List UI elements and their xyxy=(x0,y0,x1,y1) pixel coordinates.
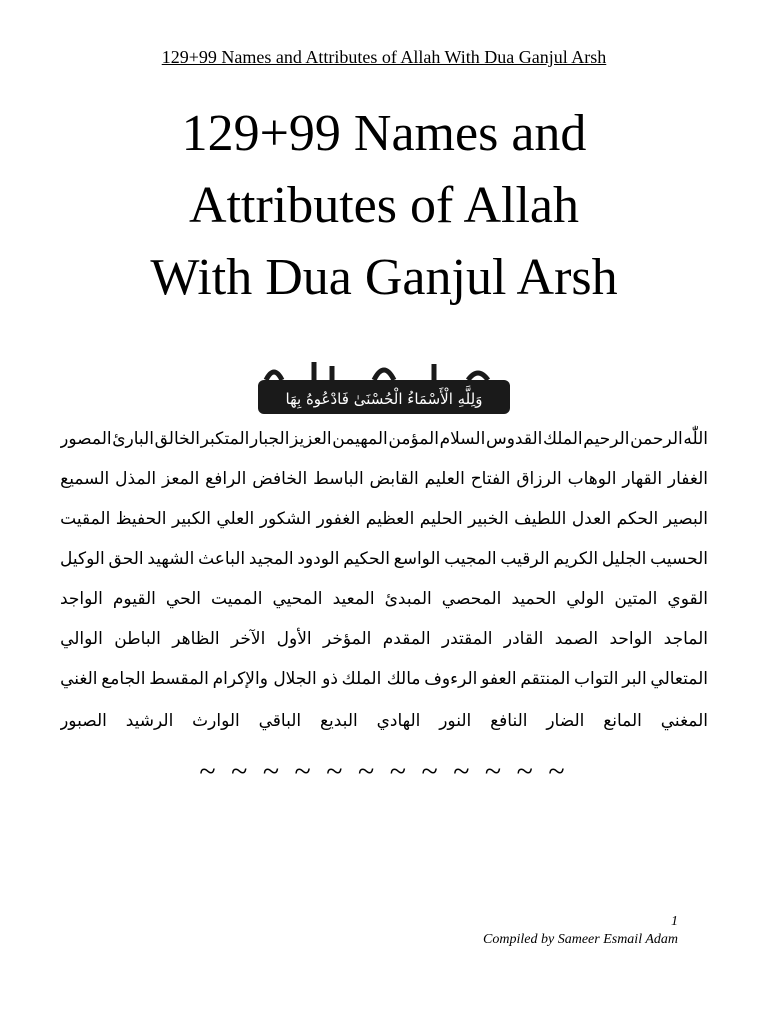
decorative-divider: ~ ~ ~ ~ ~ ~ ~ ~ ~ ~ ~ ~ xyxy=(199,755,569,788)
divine-name: الولي xyxy=(566,589,605,609)
divine-name: الباسط xyxy=(313,469,364,489)
names-row xyxy=(60,580,708,618)
divine-name: الخافض xyxy=(252,469,308,489)
divine-name: الجامع xyxy=(101,669,146,689)
divine-name: المقتدر xyxy=(441,629,493,649)
divine-name: الصبور xyxy=(60,711,107,731)
divine-name: الرزاق xyxy=(516,469,562,489)
names-row xyxy=(60,420,708,458)
divine-name: الرافع xyxy=(205,469,247,489)
divine-name: المتعالي xyxy=(650,669,708,689)
divine-name: النافع xyxy=(490,711,528,731)
divine-name: المؤمن xyxy=(388,429,439,449)
divine-name: المنتقم xyxy=(520,669,571,689)
divine-name: الشكور xyxy=(259,509,312,529)
divine-name: المميت xyxy=(211,589,263,609)
divine-name: التواب xyxy=(573,669,619,689)
divine-name: البديع xyxy=(319,711,358,731)
divine-name: الباعث xyxy=(198,549,246,569)
divine-name: المبدئ xyxy=(384,589,432,609)
divine-name: الملك xyxy=(542,429,583,449)
divine-name: الوالي xyxy=(60,629,103,649)
divine-name: المقدم xyxy=(382,629,431,649)
divine-name: المتكبر xyxy=(200,429,250,449)
divine-name: الوكيل xyxy=(60,549,105,569)
divine-name: الحفيظ xyxy=(115,509,167,529)
divine-name: الضار xyxy=(546,711,585,731)
divine-name: الوهاب xyxy=(567,469,617,489)
divine-name: الشهيد xyxy=(147,549,195,569)
divine-name: الواسع xyxy=(393,549,441,569)
divine-name: الرءوف xyxy=(424,669,478,689)
divine-name: ذو الجلال والإكرام xyxy=(212,669,338,689)
divine-name: المجيد xyxy=(248,549,294,569)
divine-name: المحصي xyxy=(441,589,502,609)
divine-name: الخالق xyxy=(154,429,201,449)
names-row xyxy=(60,620,708,658)
names-row xyxy=(60,540,708,578)
divine-name: المهيمن xyxy=(332,429,388,449)
divine-name: الواحد xyxy=(609,629,653,649)
compiled-by-credit: Compiled by Sameer Esmail Adam xyxy=(483,932,678,947)
divine-name: اللطيف xyxy=(514,509,567,529)
divine-name: الجليل xyxy=(601,549,647,569)
divine-name: الحليم xyxy=(419,509,463,529)
divine-name: العدل xyxy=(571,509,612,529)
divine-name: المذل xyxy=(115,469,157,489)
divine-name: اللّٰه xyxy=(683,429,708,449)
title-line-1: 129+99 Names and xyxy=(181,105,587,162)
divine-name: المحيي xyxy=(272,589,323,609)
divine-name: العظيم xyxy=(365,509,415,529)
divine-name: النور xyxy=(439,711,472,731)
divine-name: العفو xyxy=(481,669,517,689)
calligraphy-headline-text: وَلِلَّهِ الْأَسْمَاءُ الْحُسْنَىٰ فَادْعُوهُ بِهَا xyxy=(285,390,483,408)
divine-name: البارئ xyxy=(112,429,154,449)
page-title xyxy=(0,98,768,314)
divine-name: الكبير xyxy=(171,509,211,529)
divine-name: المقيت xyxy=(60,509,111,529)
divine-name: الحميد xyxy=(511,589,557,609)
divine-name: المتين xyxy=(614,589,658,609)
names-row xyxy=(60,460,708,498)
divine-name: القدوس xyxy=(485,429,543,449)
divine-name: الحكم xyxy=(616,509,659,529)
calligraphy-headline xyxy=(254,360,514,420)
divine-name: القيوم xyxy=(112,589,156,609)
divine-name: الباطن xyxy=(114,629,161,649)
divine-name: المصور xyxy=(60,429,112,449)
divine-name: الماجد xyxy=(663,629,708,649)
divine-name: العليم xyxy=(424,469,465,489)
divine-name: مالك الملك xyxy=(341,669,421,689)
divine-name: العزيز xyxy=(290,429,332,449)
divine-name: المؤخر xyxy=(323,629,372,649)
divine-name: السلام xyxy=(439,429,486,449)
divine-name: الحق xyxy=(108,549,144,569)
divine-name: الآخر xyxy=(230,629,266,649)
divine-name: القهار xyxy=(622,469,663,489)
divine-name: القادر xyxy=(503,629,544,649)
divine-name: القابض xyxy=(369,469,419,489)
divine-name: الغفار xyxy=(667,469,708,489)
divine-name: الباقي xyxy=(258,711,302,731)
divine-name: الظاهر xyxy=(172,629,220,649)
divine-name: الخبير xyxy=(468,509,509,529)
divine-name: الودود xyxy=(297,549,340,569)
title-line-3: With Dua Ganjul Arsh xyxy=(150,249,618,306)
divine-name: المعز xyxy=(161,469,200,489)
divine-name: الغفور xyxy=(316,509,361,529)
divine-name: الواجد xyxy=(60,589,103,609)
running-header: 129+99 Names and Attributes of Allah With Dua Ganjul Arsh xyxy=(161,47,607,67)
divine-name: المجيب xyxy=(444,549,497,569)
divine-name: الرشيد xyxy=(125,711,174,731)
divine-name: الحكيم xyxy=(343,549,390,569)
divine-name: البصير xyxy=(663,509,708,529)
divine-name: المعيد xyxy=(332,589,375,609)
divine-name: المانع xyxy=(603,711,642,731)
names-row xyxy=(60,500,708,538)
divine-name: الرقيب xyxy=(500,549,550,569)
divine-name: البر xyxy=(622,669,647,689)
divine-name: المغني xyxy=(660,711,708,731)
divine-name: الغني xyxy=(60,669,98,689)
title-line-2: Attributes of Allah xyxy=(189,177,579,234)
divine-name: العلي xyxy=(216,509,255,529)
divine-name: الجبار xyxy=(250,429,290,449)
names-row xyxy=(60,660,708,698)
divine-name: الوارث xyxy=(192,711,240,731)
divine-name: القوي xyxy=(667,589,708,609)
divine-name: الفتاح xyxy=(470,469,511,489)
divine-name: الرحيم xyxy=(583,429,630,449)
divine-names-calligraphy xyxy=(60,420,708,745)
divine-name: الحسيب xyxy=(650,549,708,569)
page-number: 1 xyxy=(671,914,678,929)
divine-name: الكريم xyxy=(553,549,599,569)
names-row xyxy=(60,702,708,740)
divine-name: الرحمن xyxy=(630,429,683,449)
divine-name: الهادي xyxy=(376,711,421,731)
divine-name: الصمد xyxy=(554,629,599,649)
divine-name: المقسط xyxy=(149,669,209,689)
divine-name: الأول xyxy=(276,629,312,649)
divine-name: السميع xyxy=(60,469,110,489)
divine-name: الحي xyxy=(165,589,201,609)
